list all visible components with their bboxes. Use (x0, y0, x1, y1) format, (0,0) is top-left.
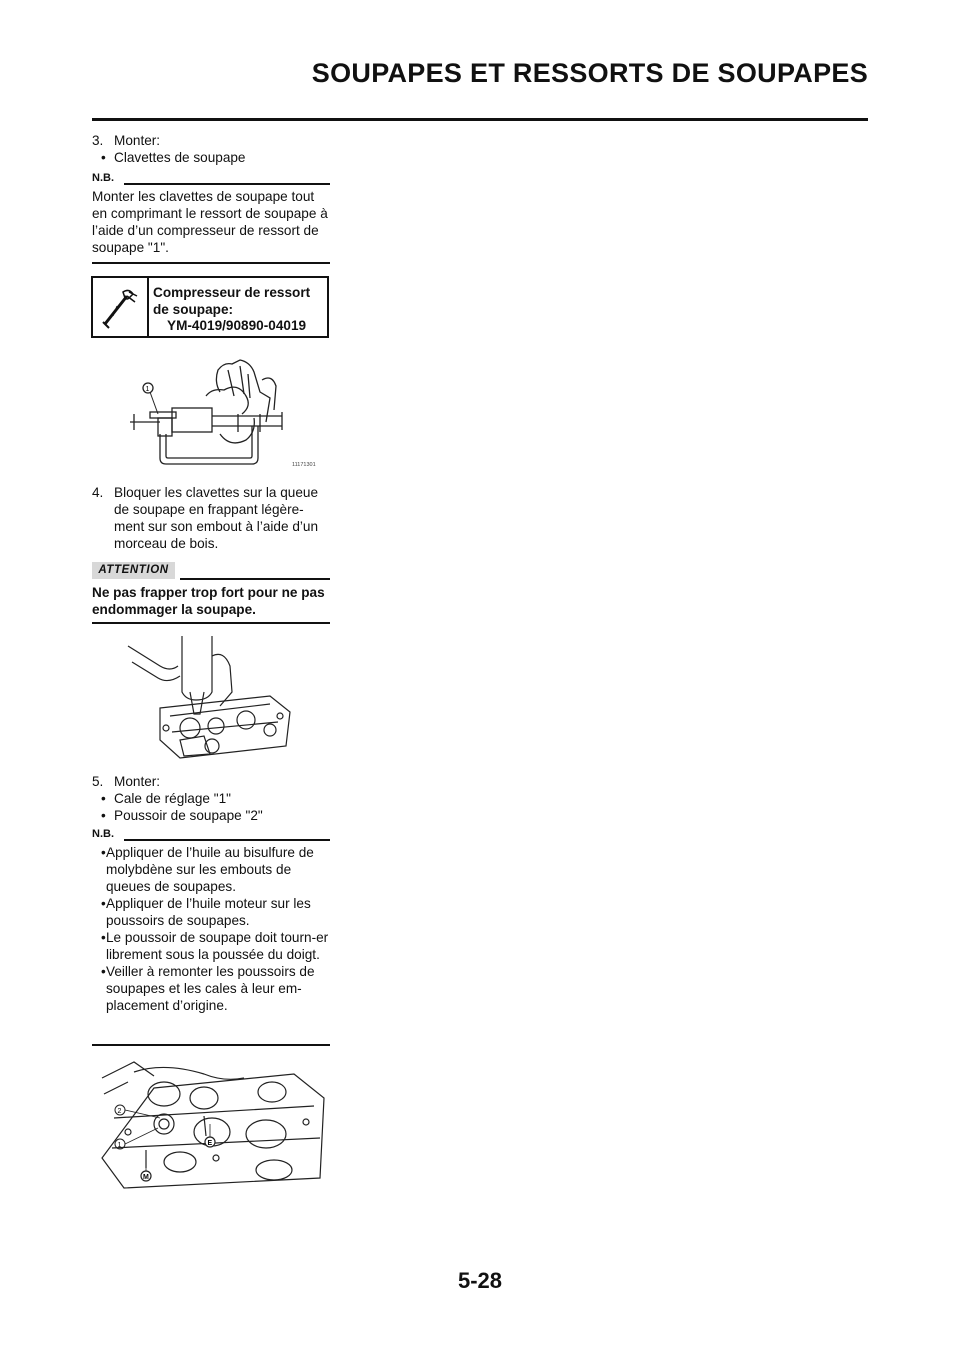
note-list (92, 844, 332, 1014)
page-title: SOUPAPES ET RESSORTS DE SOUPAPES (311, 58, 868, 88)
step-text: Bloquer les clavettes sur la queue de soupape en frappant légère-ment sur son embout à l’aide d’un morceau de bois. (114, 485, 319, 551)
step-number: 4. (92, 485, 104, 500)
list-item: • Poussoir de soupape "2" (92, 807, 330, 824)
note-text: Monter les clavettes de soupape tout en comprimant le ressort de soupape à l’aide d’un compresseur de ressort de soupape "1". (92, 189, 328, 255)
tool-part-number: YM-4019/90890-04019 (167, 318, 307, 333)
caution-end-rule (92, 622, 330, 624)
callout-2: 2 (117, 1108, 122, 1115)
caution-text: Ne pas frapper trop fort pour ne pas endommager la soupape. (92, 585, 325, 617)
callout-1: 1 (145, 386, 150, 393)
figure-code: 11171301 (292, 462, 316, 468)
list-item: • Veiller à remonter les poussoirs de soupapes et les cales à leur em-placement d’origine. (92, 963, 332, 1014)
note-header (92, 172, 330, 186)
step-number: 3. (92, 133, 104, 148)
step-text: Monter: (114, 133, 161, 148)
step-number: 5. (92, 774, 104, 789)
engine-oil-mark: E (207, 1140, 213, 1147)
note-end-rule (92, 1044, 330, 1046)
figure-shim-lifter-install (94, 1058, 330, 1190)
list-item: • Appliquer de l’huile moteur sur les poussoirs de soupapes. (92, 895, 332, 929)
caution-rule (180, 578, 330, 580)
note-label: N.B. (92, 172, 114, 184)
callout-1: 1 (117, 1142, 122, 1149)
step-4 (92, 484, 330, 552)
note-label: N.B. (92, 828, 114, 840)
note-rule (124, 183, 330, 185)
list-item: • Clavettes de soupape (92, 149, 330, 166)
figure-tapping-valve-stem (120, 636, 300, 764)
step-3 (92, 132, 330, 166)
note-end-rule (92, 262, 330, 264)
tool-name: Compresseur de ressort de soupape: (153, 285, 311, 317)
page-number: 5-28 (457, 1268, 503, 1293)
list-item: • Cale de réglage "1" (92, 790, 330, 807)
list-item: • Le poussoir de soupape doit tourn-er librement sous la poussée du doigt. (92, 929, 332, 963)
list-item: • Appliquer de l’huile au bisulfure de molybdène sur les embouts de queues de soupapes. (92, 844, 332, 895)
special-tool-box (91, 276, 329, 338)
caution-badge: ATTENTION (92, 562, 175, 579)
wrench-tool-icon (99, 286, 139, 330)
moly-oil-mark: M (143, 1174, 149, 1181)
figure-valve-spring-compressor (120, 352, 334, 472)
step-5 (92, 773, 330, 824)
note-rule (124, 839, 330, 841)
tool-box-separator (147, 278, 149, 336)
title-rule (92, 118, 868, 121)
note-header (92, 828, 330, 842)
step-text: Monter: (114, 774, 161, 789)
